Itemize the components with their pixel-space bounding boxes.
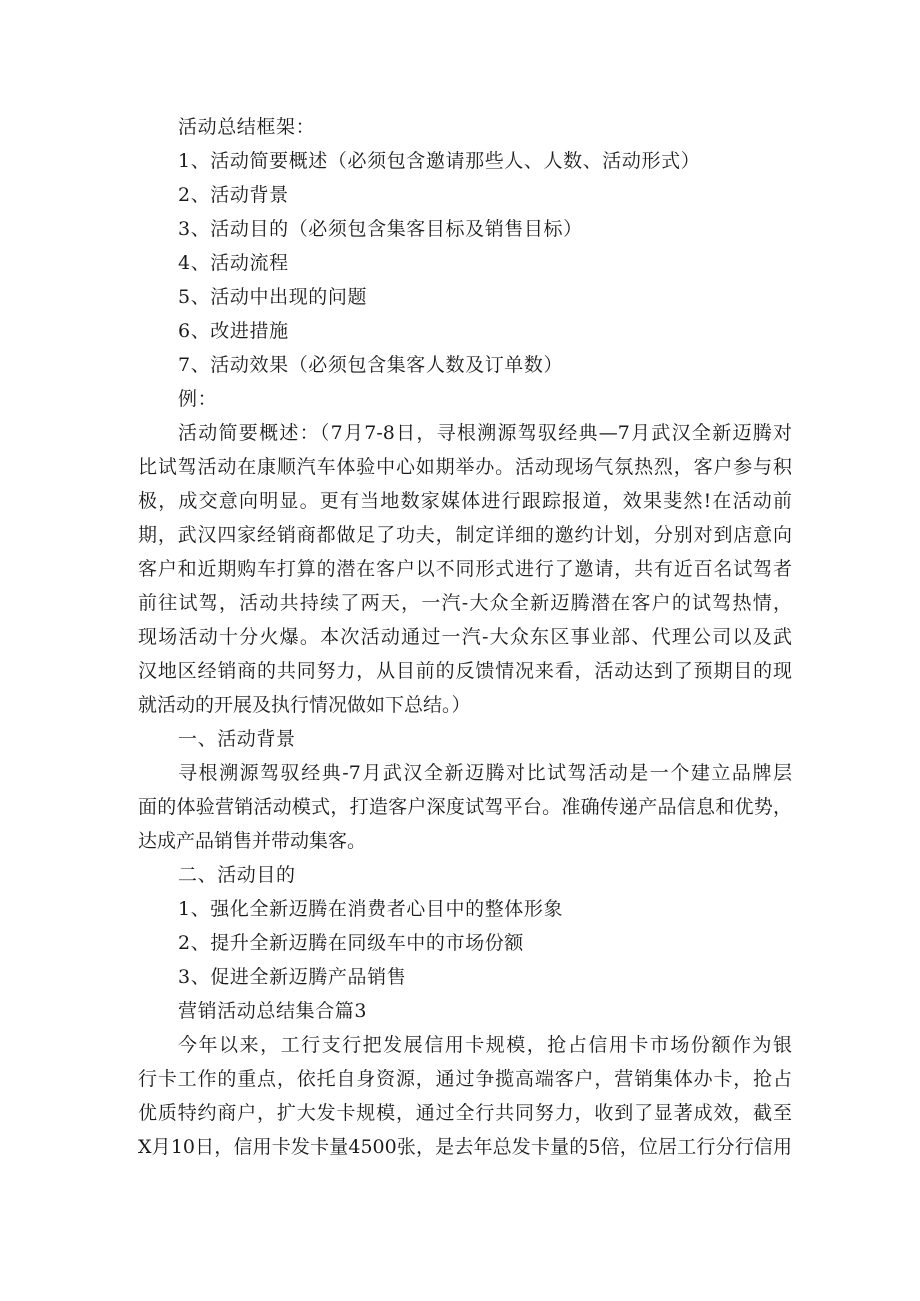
purpose-item: 1、强化全新迈腾在消费者心目中的整体形象 xyxy=(178,898,564,920)
paragraph-line: 寻根溯源驾驭经典-7月武汉全新迈腾对比试驾活动是一个建立品牌层 xyxy=(178,762,792,784)
framework-item: 3、活动目的（必须包含集客目标及销售目标） xyxy=(178,218,583,240)
purpose-item: 2、提升全新迈腾在同级车中的市场份额 xyxy=(178,932,524,954)
summary-paragraph xyxy=(138,416,792,722)
background-paragraph xyxy=(138,756,792,858)
framework-item: 6、改进措施 xyxy=(178,320,289,342)
article-paragraph xyxy=(138,1028,792,1164)
framework-item: 1、活动简要概述（必须包含邀请那些人、人数、活动形式） xyxy=(178,150,701,172)
purpose-item: 3、促进全新迈腾产品销售 xyxy=(178,966,407,988)
paragraph-line: 前往试驾，活动共持续了两天，一汽-大众全新迈腾潜在客户的试驾热情， xyxy=(138,592,792,614)
paragraph-line: 达成产品销售并带动集客。 xyxy=(138,830,367,852)
paragraph-line: X月10日，信用卡发卡量4500张，是去年总发卡量的5倍，位居工行分行信用 xyxy=(138,1136,792,1158)
framework-item: 7、活动效果（必须包含集客人数及订单数） xyxy=(178,354,564,376)
paragraph-line: 汉地区经销商的共同努力，从目前的反馈情况来看，活动达到了预期目的现 xyxy=(138,660,792,682)
paragraph-line: 比试驾活动在康顺汽车体验中心如期举办。活动现场气氛热烈，客户参与积 xyxy=(138,456,792,478)
framework-item: 4、活动流程 xyxy=(178,252,289,274)
paragraph-line: 就活动的开展及执行情况做如下总结。） xyxy=(138,694,471,716)
paragraph-line: 优质特约商户，扩大发卡规模，通过全行共同努力，收到了显著成效，截至 xyxy=(138,1102,792,1124)
paragraph-line: 极，成交意向明显。更有当地数家媒体进行跟踪报道，效果斐然!在活动前 xyxy=(138,490,792,512)
paragraph-line: 今年以来，工行支行把发展信用卡规模，抢占信用卡市场份额作为银 xyxy=(178,1034,792,1056)
section-heading-background: 一、活动背景 xyxy=(178,728,296,750)
section-heading-purpose: 二、活动目的 xyxy=(178,864,296,886)
paragraph-line: 面的体验营销活动模式，打造客户深度试驾平台。准确传递产品信息和优势， xyxy=(138,796,792,818)
framework-item: 2、活动背景 xyxy=(178,184,289,206)
paragraph-line: 现场活动十分火爆。本次活动通过一汽-大众东区事业部、代理公司以及武 xyxy=(138,626,792,648)
framework-title: 活动总结框架： xyxy=(178,116,316,138)
framework-item: 5、活动中出现的问题 xyxy=(178,286,368,308)
paragraph-line: 客户和近期购车打算的潜在客户以不同形式进行了邀请，共有近百名试驾者 xyxy=(138,558,792,580)
paragraph-line: 行卡工作的重点，依托自身资源，通过争揽高端客户，营销集体办卡，抢占 xyxy=(138,1068,792,1090)
paragraph-line: 活动简要概述：（7月7-8日，寻根溯源驾驭经典—7月武汉全新迈腾对 xyxy=(178,422,792,444)
example-label: 例： xyxy=(178,388,218,410)
article-heading: 营销活动总结集合篇3 xyxy=(178,1000,368,1022)
paragraph-line: 期，武汉四家经销商都做足了功夫，制定详细的邀约计划，分别对到店意向 xyxy=(138,524,792,546)
document-body xyxy=(138,110,792,1164)
